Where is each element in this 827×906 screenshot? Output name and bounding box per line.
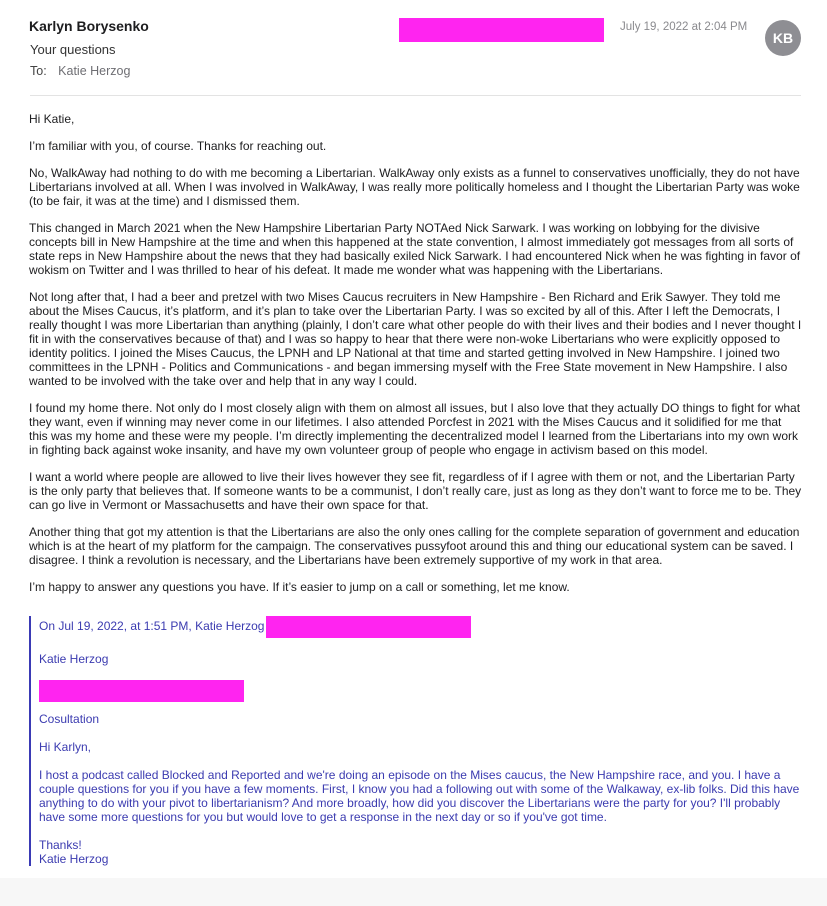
quoted-header-text: On Jul 19, 2022, at 1:51 PM, Katie Herzog <box>39 619 265 634</box>
message-timestamp: July 19, 2022 at 2:04 PM <box>620 21 748 33</box>
sender-name[interactable]: Karlyn Borysenko <box>29 18 149 34</box>
message-header <box>0 0 827 96</box>
redacted-email-address <box>399 18 604 42</box>
body-paragraph: Hi Katie, <box>29 112 75 126</box>
header-divider <box>30 95 801 96</box>
quoted-signoff-thanks: Thanks! <box>39 838 82 852</box>
quoted-signoff <box>39 838 803 866</box>
bottom-bar <box>0 878 827 906</box>
recipient-name[interactable]: Katie Herzog <box>58 64 131 78</box>
quoted-header <box>39 616 803 638</box>
body-paragraph: I want a world where people are allowed to live their lives however they see fit, regardless of if I agree with them or not, and the Libertarian Party is the only party that believes that. If someone wants to be a communist, I don’t really care, just as long as they don’t want to force me to be. They can go live in Vermont or Massachusetts and have their own space for that. <box>29 470 802 512</box>
message-subject: Your questions <box>30 42 116 57</box>
body-paragraph: I’m familiar with you, of course. Thanks for reaching out. <box>29 139 327 153</box>
sender-avatar[interactable] <box>765 20 801 56</box>
body-paragraph: I’m happy to answer any questions you have. If it’s easier to jump on a call or something, let me know. <box>29 580 570 594</box>
quoted-message <box>29 616 803 866</box>
message-body <box>29 112 803 607</box>
body-paragraph: This changed in March 2021 when the New Hampshire Libertarian Party NOTAed Nick Sarwark. I was working on lobbying for the divisive concepts bill in New Hampshire at the time and when this happened at the state convention, I almost immediately got messages from all sorts of state reps in New Hampshire about the news that they had basically exiled Nick Sarwark. I had encountered Nick when he was fighting in favor of wokism on Twitter and I was thrilled to hear of his defeat. It made me wonder what was happening with the Libertarians. <box>29 221 801 277</box>
quoted-greeting: Hi Karlyn, <box>39 740 92 754</box>
redacted-email-address <box>39 680 244 702</box>
body-paragraph: Another thing that got my attention is that the Libertarians are also the only ones calling for the complete separation of government and education which is at the heart of my platform for the campaign. The conservatives pussyfoot around this and thing our educational system can be saved. I disagree. I think a revolution is necessary, and the Libertarians have been extremely supportive of my work in that area. <box>29 525 800 567</box>
avatar-initials: KB <box>772 30 794 46</box>
quoted-subject: Cosultation <box>39 712 100 726</box>
redacted-email-address <box>266 616 471 638</box>
quoted-signoff-name: Katie Herzog <box>39 852 109 866</box>
recipient-row <box>30 64 130 78</box>
body-paragraph: No, WalkAway had nothing to do with me becoming a Libertarian. WalkAway only exists as a funnel to conservatives unofficially, they do not have Libertarians involved at all. When I was involved in WalkAway, I was really more politically homeless and I thought the Libertarian Party was woke (to be fair, it was at the time) and I dismissed them. <box>29 166 800 208</box>
body-paragraph: I found my home there. Not only do I most closely align with them on almost all issues, but I also love that they actually DO things to fight for what they want, even if winning may never come in our lifetimes. I also attended Porcfest in 2021 with the Mises Caucus and it solidified for me that this was my home and these were my people. I’m directly implementing the decentralized model I learned from the Libertarians into my own work in fighting back against woke insanity, and have my own volunteer group of people who engage in activism based on this model. <box>29 401 801 457</box>
quoted-message-text: I host a podcast called Blocked and Reported and we're doing an episode on the Mises caucus, the New Hampshire race, and you. I have a couple questions for you if you have a few moments. First, I know you had a following out with some of the Walkaway, ex-lib folks. Did this have anything to do with your pivot to libertarianism? And more broadly, how did you discover the Libertarians were the party for you? I'll probably have some more questions for you but would love to get a response in the next day or so if you've got time. <box>39 768 800 824</box>
to-label: To: <box>30 64 47 78</box>
quoted-sender-name: Katie Herzog <box>39 652 109 666</box>
body-paragraph: Not long after that, I had a beer and pretzel with two Mises Caucus recruiters in New Hampshire - Ben Richard and Erik Sawyer. They told me about the Mises Caucus, it’s platform, and it’s plan to take over the Libertarian Party. I was so excited by all of this. After I left the Democrats, I really thought I was more Libertarian than anything (plainly, I don’t care what other people do with their lives and their bodies and I never thought I fit in with the conservatives because of that) and I was so happy to hear that there were non-woke Libertarians who were explicitly opposed to identity politics. I joined the Mises Caucus, the LPNH and LP National at that time and started getting involved in New Hampshire. I joined two committees in the LPNH - Politics and Communications - and began immersing myself with the Free State movement in New Hampshire. I also wanted to be involved with the take over and help that in any way I could. <box>29 290 802 388</box>
